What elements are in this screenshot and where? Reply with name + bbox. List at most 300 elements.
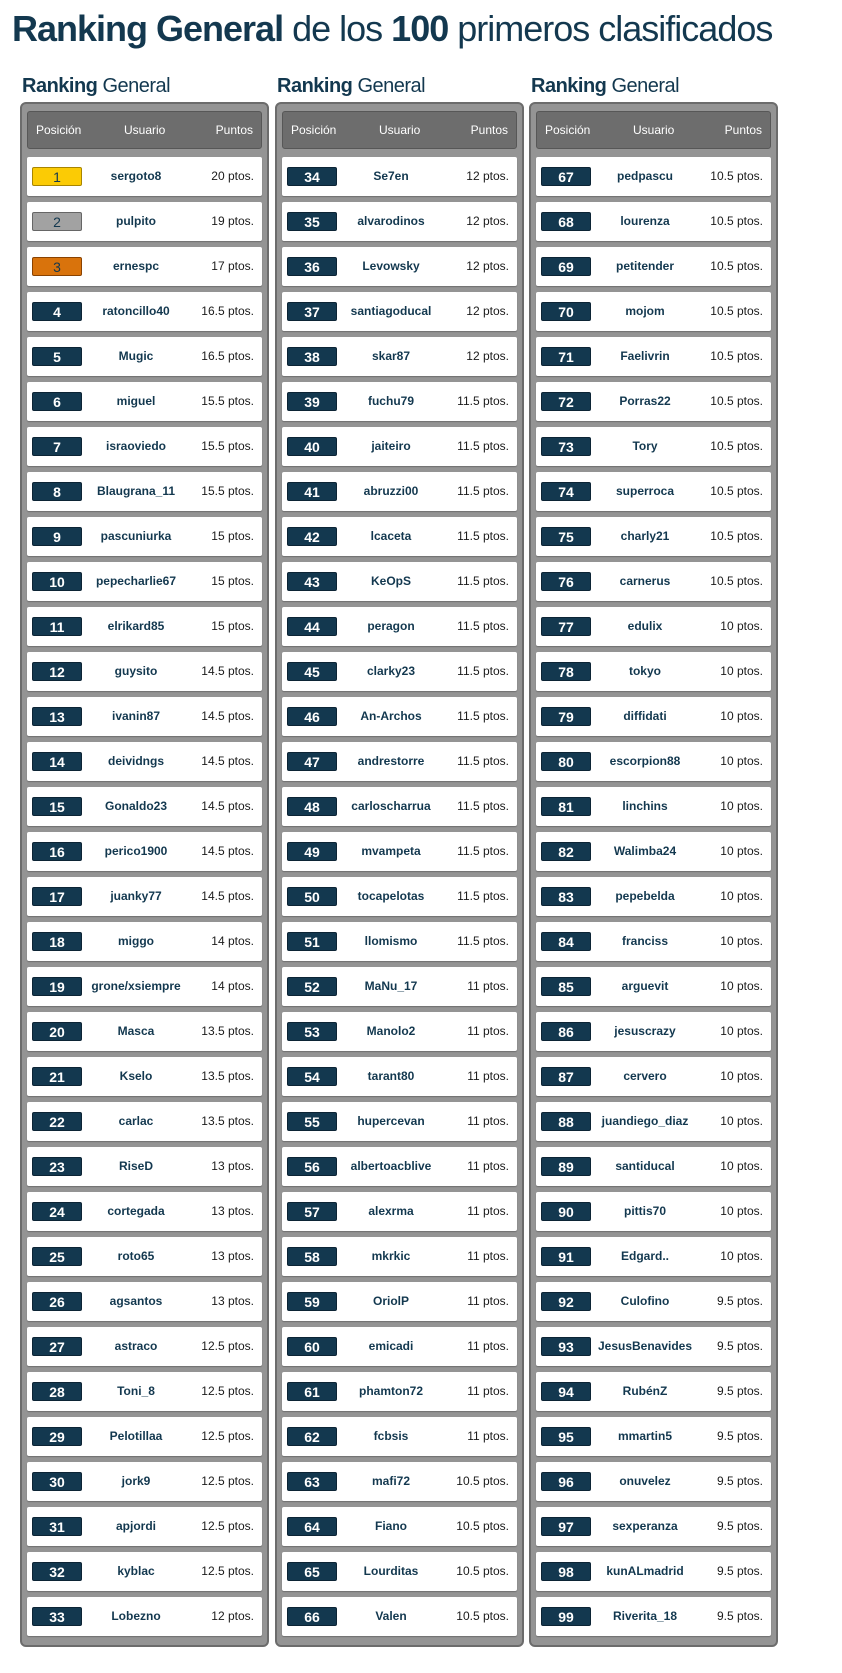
position-badge: 88 — [541, 1112, 591, 1131]
username: juanky77 — [110, 889, 162, 903]
points: 10 ptos. — [720, 844, 763, 858]
username: Toni_8 — [117, 1384, 155, 1398]
username: ratoncillo40 — [102, 304, 170, 318]
username: pulpito — [116, 214, 156, 228]
points: 12.5 ptos. — [201, 1384, 254, 1398]
points: 9.5 ptos. — [716, 1429, 763, 1443]
username: mkrkic — [371, 1249, 411, 1263]
points: 11 ptos. — [467, 979, 509, 993]
points: 12.5 ptos. — [201, 1564, 254, 1578]
header-points: Puntos — [470, 123, 508, 137]
points: 14.5 ptos. — [201, 664, 254, 678]
points: 12 ptos. — [466, 259, 509, 273]
ranking-column-1 — [20, 74, 269, 1647]
points: 14.5 ptos. — [201, 844, 254, 858]
username: ernespc — [112, 259, 160, 273]
header-position: Posición — [36, 123, 82, 137]
table-row — [27, 337, 262, 376]
table-row — [536, 1462, 771, 1501]
username: carlac — [118, 1114, 154, 1128]
username: skar87 — [371, 349, 411, 363]
points: 10 ptos. — [720, 709, 763, 723]
page-title-bold: Ranking General — [12, 8, 284, 49]
table-row — [282, 787, 517, 826]
points: 17 ptos. — [211, 259, 254, 273]
username: alvarodinos — [357, 214, 425, 228]
table-row — [282, 1237, 517, 1276]
points: 15 ptos. — [211, 619, 254, 633]
position-badge: 85 — [541, 977, 591, 996]
username: cortegada — [107, 1204, 165, 1218]
username: pittis70 — [623, 1204, 666, 1218]
table-row — [536, 1147, 771, 1186]
points: 12 ptos. — [466, 214, 509, 228]
username: lourenza — [620, 214, 670, 228]
table-row — [282, 472, 517, 511]
position-badge: 13 — [32, 707, 82, 726]
position-badge: 14 — [32, 752, 82, 771]
table-row — [27, 157, 262, 196]
username: apjordi — [115, 1519, 156, 1533]
position-badge: 86 — [541, 1022, 591, 1041]
points: 15.5 ptos. — [201, 484, 254, 498]
position-badge: 15 — [32, 797, 82, 816]
header-points: Puntos — [724, 123, 762, 137]
position-badge: 91 — [541, 1247, 591, 1266]
points: 16.5 ptos. — [201, 349, 254, 363]
username: OriolP — [372, 1294, 409, 1308]
points: 12.5 ptos. — [201, 1429, 254, 1443]
position-badge: 41 — [287, 482, 337, 501]
points: 11.5 ptos. — [457, 754, 509, 768]
position-badge: 25 — [32, 1247, 82, 1266]
table-row — [536, 1552, 771, 1591]
column-heading-bold: Ranking — [22, 75, 98, 97]
table-row — [27, 1372, 262, 1411]
points: 13.5 ptos. — [201, 1114, 254, 1128]
table-row — [536, 1507, 771, 1546]
position-badge: 59 — [287, 1292, 337, 1311]
table-row — [282, 157, 517, 196]
points: 13 ptos. — [211, 1159, 254, 1173]
position-badge: 54 — [287, 1067, 337, 1086]
points: 20 ptos. — [211, 169, 254, 183]
username: peragon — [367, 619, 415, 633]
username: santiagoducal — [350, 304, 432, 318]
points: 12 ptos. — [466, 349, 509, 363]
username: Se7en — [373, 169, 409, 183]
page-title-number: 100 — [391, 8, 449, 49]
position-badge: 67 — [541, 167, 591, 186]
table-row — [282, 1012, 517, 1051]
table-row — [536, 472, 771, 511]
points: 13 ptos. — [211, 1204, 254, 1218]
position-badge: 7 — [32, 437, 82, 456]
username: petitender — [615, 259, 674, 273]
table-row — [282, 1507, 517, 1546]
table-row — [27, 517, 262, 556]
position-badge: 38 — [287, 347, 337, 366]
username: mvampeta — [361, 844, 421, 858]
points: 15 ptos. — [211, 529, 254, 543]
points: 10.5 ptos. — [710, 574, 763, 588]
points: 11 ptos. — [467, 1159, 509, 1173]
header-position: Posición — [545, 123, 591, 137]
position-badge: 62 — [287, 1427, 337, 1446]
points: 12 ptos. — [211, 1609, 254, 1623]
table-row — [536, 1327, 771, 1366]
position-badge: 84 — [541, 932, 591, 951]
username: MaNu_17 — [364, 979, 418, 993]
table-row — [282, 247, 517, 286]
points: 11.5 ptos. — [457, 439, 509, 453]
username: RubénZ — [622, 1384, 668, 1398]
points: 10 ptos. — [720, 889, 763, 903]
table-row — [536, 652, 771, 691]
table-row — [536, 1192, 771, 1231]
position-badge: 21 — [32, 1067, 82, 1086]
position-badge: 45 — [287, 662, 337, 681]
table-row — [27, 742, 262, 781]
points: 12.5 ptos. — [201, 1519, 254, 1533]
position-badge: 56 — [287, 1157, 337, 1176]
points: 14.5 ptos. — [201, 709, 254, 723]
position-badge-bronze: 3 — [32, 257, 82, 276]
table-row — [536, 877, 771, 916]
username: llomismo — [364, 934, 418, 948]
username: edulix — [627, 619, 663, 633]
position-badge: 6 — [32, 392, 82, 411]
username: ivanin87 — [111, 709, 161, 723]
table-row — [27, 1102, 262, 1141]
table-row — [282, 922, 517, 961]
position-badge: 74 — [541, 482, 591, 501]
points: 16.5 ptos. — [201, 304, 254, 318]
table-row — [282, 1282, 517, 1321]
position-badge: 55 — [287, 1112, 337, 1131]
position-badge: 48 — [287, 797, 337, 816]
column-heading-light: General — [352, 75, 426, 97]
table-row — [536, 517, 771, 556]
points: 9.5 ptos. — [716, 1564, 763, 1578]
table-row — [282, 1057, 517, 1096]
position-badge: 18 — [32, 932, 82, 951]
username: mojom — [625, 304, 665, 318]
position-badge: 40 — [287, 437, 337, 456]
table-row — [536, 292, 771, 331]
table-row — [27, 1552, 262, 1591]
table-row — [536, 697, 771, 736]
ranking-table — [529, 102, 778, 1647]
table-row — [536, 202, 771, 241]
position-badge: 47 — [287, 752, 337, 771]
position-badge: 66 — [287, 1607, 337, 1626]
column-heading — [275, 74, 524, 98]
position-badge: 20 — [32, 1022, 82, 1041]
position-badge: 89 — [541, 1157, 591, 1176]
username: tocapelotas — [357, 889, 425, 903]
points: 13 ptos. — [211, 1249, 254, 1263]
table-row — [27, 1462, 262, 1501]
username: charly21 — [620, 529, 670, 543]
position-badge: 22 — [32, 1112, 82, 1131]
points: 10.5 ptos. — [710, 304, 763, 318]
username: mafi72 — [371, 1474, 411, 1488]
points: 10.5 ptos. — [710, 349, 763, 363]
position-badge: 33 — [32, 1607, 82, 1626]
table-row — [282, 742, 517, 781]
column-heading-light: General — [606, 75, 680, 97]
username: elrikard85 — [107, 619, 165, 633]
points: 14 ptos. — [211, 934, 254, 948]
points: 11.5 ptos. — [457, 394, 509, 408]
table-row — [282, 1327, 517, 1366]
table-row — [27, 472, 262, 511]
username: grone/xsiempre — [91, 979, 181, 993]
username: Culofino — [620, 1294, 670, 1308]
position-badge: 16 — [32, 842, 82, 861]
points: 11.5 ptos. — [457, 799, 509, 813]
username: miggo — [118, 934, 154, 948]
username: kyblac — [117, 1564, 155, 1578]
table-row — [27, 652, 262, 691]
column-heading — [20, 74, 269, 98]
points: 10.5 ptos. — [456, 1609, 509, 1623]
username: roto65 — [117, 1249, 155, 1263]
username: Masca — [117, 1024, 155, 1038]
position-badge: 12 — [32, 662, 82, 681]
position-badge: 69 — [541, 257, 591, 276]
position-badge: 58 — [287, 1247, 337, 1266]
username: agsantos — [109, 1294, 163, 1308]
username: onuvelez — [619, 1474, 671, 1488]
username: astraco — [114, 1339, 158, 1353]
username: Levowsky — [362, 259, 420, 273]
table-row — [536, 1237, 771, 1276]
username: Gonaldo23 — [104, 799, 167, 813]
points: 11 ptos. — [467, 1339, 509, 1353]
position-badge: 37 — [287, 302, 337, 321]
username: pascuniurka — [100, 529, 172, 543]
ranking-table — [275, 102, 524, 1647]
header-position: Posición — [291, 123, 337, 137]
points: 9.5 ptos. — [716, 1519, 763, 1533]
table-row — [282, 382, 517, 421]
username: sexperanza — [612, 1519, 678, 1533]
points: 13.5 ptos. — [201, 1069, 254, 1083]
position-badge: 9 — [32, 527, 82, 546]
points: 10 ptos. — [720, 754, 763, 768]
points: 9.5 ptos. — [716, 1339, 763, 1353]
username: carloscharrua — [351, 799, 431, 813]
ranking-column-2 — [275, 74, 524, 1647]
username: deividngs — [107, 754, 164, 768]
username: Lobezno — [111, 1609, 161, 1623]
username: carnerus — [619, 574, 671, 588]
table-row — [27, 877, 262, 916]
username: lcaceta — [370, 529, 412, 543]
table-row — [282, 877, 517, 916]
position-badge: 35 — [287, 212, 337, 231]
points: 9.5 ptos. — [716, 1294, 763, 1308]
username: Walimba24 — [613, 844, 677, 858]
table-row — [282, 607, 517, 646]
points: 11 ptos. — [467, 1384, 509, 1398]
position-badge: 81 — [541, 797, 591, 816]
username: kunALmadrid — [606, 1564, 684, 1578]
table-row — [282, 1192, 517, 1231]
username: linchins — [622, 799, 668, 813]
username: israoviedo — [105, 439, 167, 453]
position-badge: 8 — [32, 482, 82, 501]
points: 14.5 ptos. — [201, 799, 254, 813]
position-badge: 30 — [32, 1472, 82, 1491]
position-badge: 19 — [32, 977, 82, 996]
header-points: Puntos — [215, 123, 253, 137]
table-row — [27, 1417, 262, 1456]
table-row — [27, 1147, 262, 1186]
username: An-Archos — [360, 709, 422, 723]
header-user: Usuario — [379, 123, 421, 137]
table-row — [282, 652, 517, 691]
column-heading-bold: Ranking — [277, 75, 353, 97]
username: Porras22 — [619, 394, 671, 408]
username: Kselo — [119, 1069, 153, 1083]
page-title — [12, 4, 772, 54]
username: fuchu79 — [367, 394, 414, 408]
position-badge: 76 — [541, 572, 591, 591]
position-badge: 57 — [287, 1202, 337, 1221]
position-badge: 79 — [541, 707, 591, 726]
table-row — [27, 382, 262, 421]
position-badge: 17 — [32, 887, 82, 906]
position-badge: 82 — [541, 842, 591, 861]
username: Pelotillaa — [109, 1429, 163, 1443]
points: 19 ptos. — [211, 214, 254, 228]
table-row — [536, 967, 771, 1006]
position-badge: 46 — [287, 707, 337, 726]
points: 12 ptos. — [466, 169, 509, 183]
username: perico1900 — [104, 844, 168, 858]
points: 14 ptos. — [211, 979, 254, 993]
position-badge: 23 — [32, 1157, 82, 1176]
username: emicadi — [368, 1339, 414, 1353]
table-row — [282, 517, 517, 556]
position-badge: 97 — [541, 1517, 591, 1536]
position-badge: 44 — [287, 617, 337, 636]
table-row — [27, 1327, 262, 1366]
points: 11 ptos. — [467, 1204, 509, 1218]
username: escorpion88 — [609, 754, 681, 768]
points: 11.5 ptos. — [457, 574, 509, 588]
table-row — [27, 1237, 262, 1276]
points: 11.5 ptos. — [457, 619, 509, 633]
points: 10 ptos. — [720, 1159, 763, 1173]
table-row — [536, 157, 771, 196]
username: clarky23 — [366, 664, 416, 678]
position-badge: 52 — [287, 977, 337, 996]
position-badge: 94 — [541, 1382, 591, 1401]
column-heading — [529, 74, 778, 98]
position-badge: 77 — [541, 617, 591, 636]
position-badge: 71 — [541, 347, 591, 366]
points: 11 ptos. — [467, 1069, 509, 1083]
table-row — [27, 967, 262, 1006]
points: 11.5 ptos. — [457, 844, 509, 858]
table-rows — [27, 157, 262, 1642]
table-row — [27, 427, 262, 466]
position-badge-gold: 1 — [32, 167, 82, 186]
position-badge: 95 — [541, 1427, 591, 1446]
table-header — [282, 111, 517, 149]
points: 11 ptos. — [467, 1294, 509, 1308]
position-badge: 51 — [287, 932, 337, 951]
points: 11.5 ptos. — [457, 484, 509, 498]
username: cervero — [623, 1069, 667, 1083]
table-row — [27, 697, 262, 736]
username: santiducal — [615, 1159, 675, 1173]
username: JesusBenavides — [597, 1339, 693, 1353]
position-badge: 63 — [287, 1472, 337, 1491]
username: jork9 — [121, 1474, 151, 1488]
points: 15 ptos. — [211, 574, 254, 588]
ranking-column-3 — [529, 74, 778, 1647]
points: 10.5 ptos. — [456, 1519, 509, 1533]
position-badge: 31 — [32, 1517, 82, 1536]
table-row — [536, 922, 771, 961]
position-badge: 11 — [32, 617, 82, 636]
username: Blaugrana_11 — [96, 484, 176, 498]
position-badge: 78 — [541, 662, 591, 681]
table-row — [536, 1282, 771, 1321]
points: 11.5 ptos. — [457, 934, 509, 948]
table-row — [536, 607, 771, 646]
username: Tory — [632, 439, 658, 453]
position-badge: 43 — [287, 572, 337, 591]
username: Fiano — [375, 1519, 407, 1533]
username: Riverita_18 — [612, 1609, 678, 1623]
points: 10.5 ptos. — [710, 259, 763, 273]
points: 10 ptos. — [720, 1204, 763, 1218]
points: 10 ptos. — [720, 799, 763, 813]
table-row — [282, 1372, 517, 1411]
points: 10.5 ptos. — [456, 1474, 509, 1488]
table-row — [27, 787, 262, 826]
table-row — [27, 832, 262, 871]
table-row — [282, 1147, 517, 1186]
position-badge: 73 — [541, 437, 591, 456]
points: 11 ptos. — [467, 1249, 509, 1263]
position-badge: 72 — [541, 392, 591, 411]
position-badge: 49 — [287, 842, 337, 861]
username: Valen — [375, 1609, 407, 1623]
username: sergoto8 — [110, 169, 162, 183]
username: diffidati — [623, 709, 667, 723]
username: Lourditas — [363, 1564, 419, 1578]
points: 9.5 ptos. — [716, 1609, 763, 1623]
table-row — [282, 1552, 517, 1591]
username: RiseD — [118, 1159, 153, 1173]
username: andrestorre — [357, 754, 425, 768]
points: 11.5 ptos. — [457, 529, 509, 543]
points: 10.5 ptos. — [710, 169, 763, 183]
points: 14.5 ptos. — [201, 754, 254, 768]
username: tokyo — [628, 664, 661, 678]
table-row — [536, 1417, 771, 1456]
position-badge: 24 — [32, 1202, 82, 1221]
position-badge: 34 — [287, 167, 337, 186]
table-row — [282, 1417, 517, 1456]
